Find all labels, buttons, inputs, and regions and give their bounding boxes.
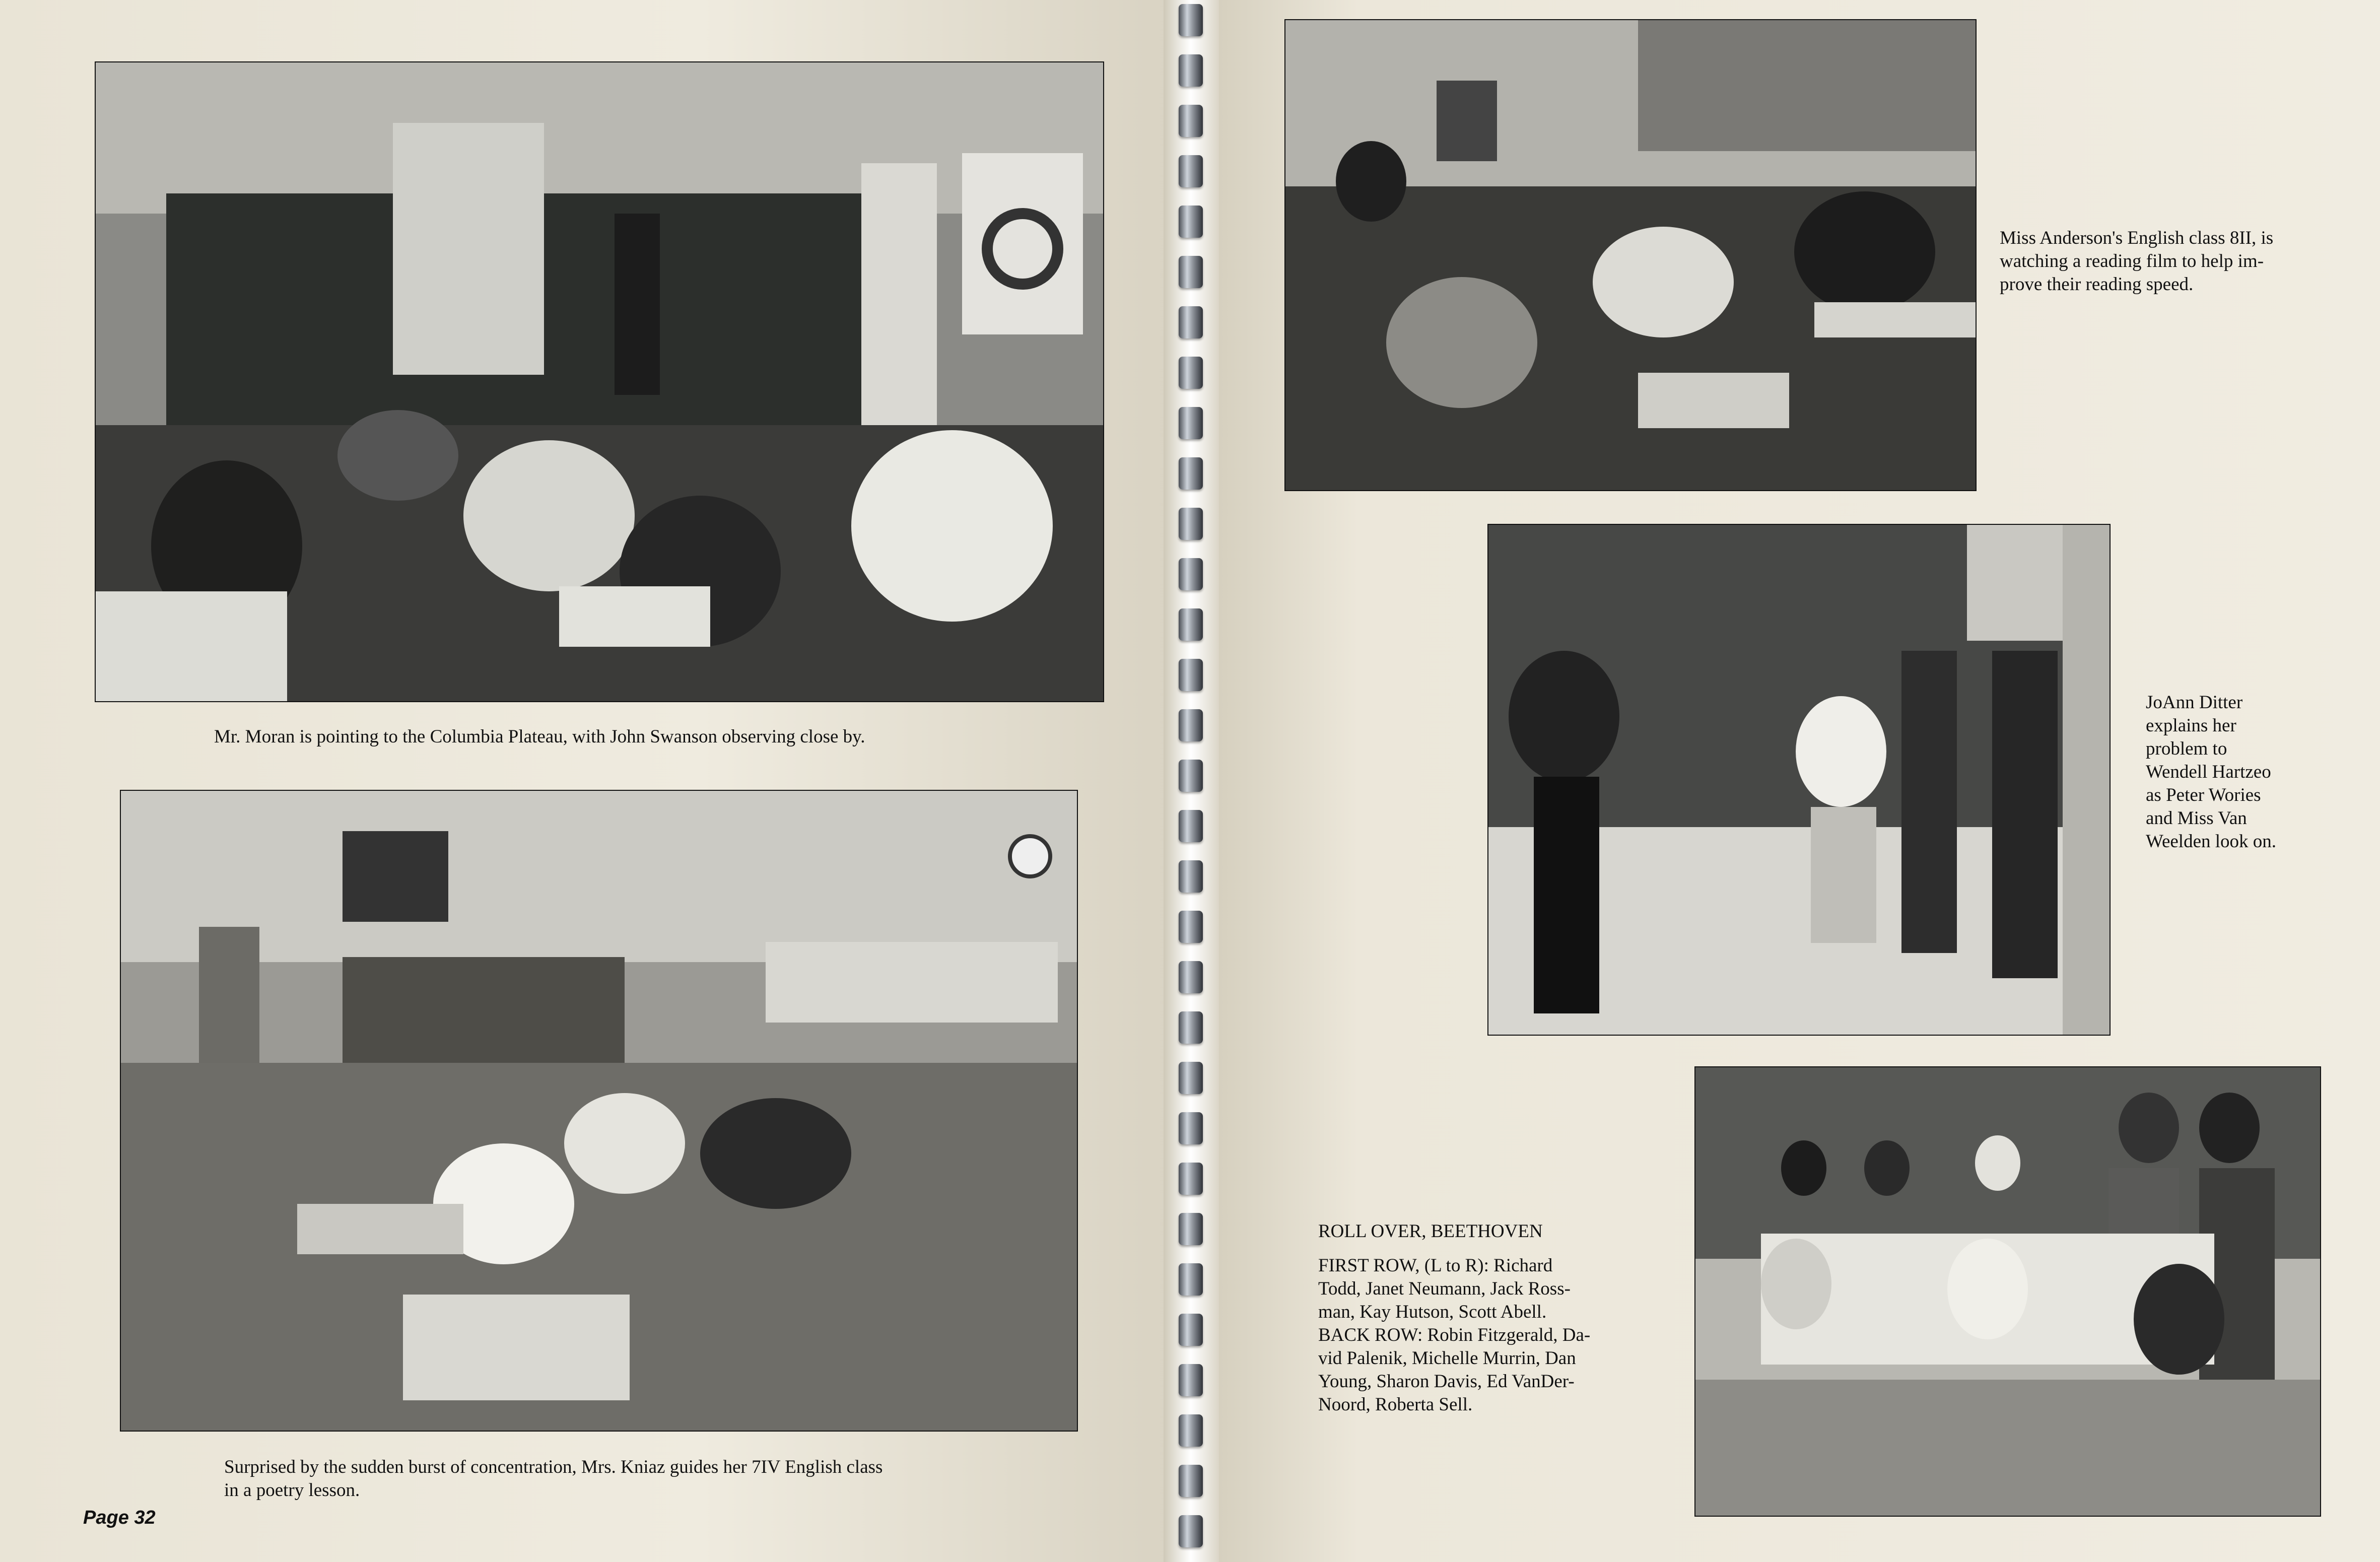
roll-names-line2: Todd, Janet Neumann, Jack Ross- <box>1318 1278 1571 1299</box>
caption-geography-class-text: Mr. Moran is pointing to the Columbia Plateau, with John Swanson observing close by. <box>214 726 865 747</box>
caption-math-board-line3: problem to <box>2146 738 2227 759</box>
photo-english-class-7iv <box>120 790 1078 1432</box>
spiral-coil <box>1179 1213 1203 1245</box>
spiral-coil <box>1179 357 1203 389</box>
spiral-coil <box>1179 155 1203 187</box>
photo-music-group-image <box>1695 1067 2320 1516</box>
photo-music-group <box>1694 1066 2321 1517</box>
photo-math-board <box>1487 524 2111 1036</box>
caption-roll-over-beethoven <box>1318 1220 1646 1416</box>
spiral-coil <box>1179 1011 1203 1044</box>
spiral-coil <box>1179 558 1203 590</box>
caption-reading-film-class <box>2000 227 2362 296</box>
roll-names-line3: man, Kay Hutson, Scott Abell. <box>1318 1302 1547 1322</box>
caption-math-board-line1: JoAnn Ditter <box>2146 692 2243 713</box>
spiral-coil <box>1179 1062 1203 1094</box>
roll-names-line7: Noord, Roberta Sell. <box>1318 1394 1473 1415</box>
spiral-coil <box>1179 4 1203 36</box>
caption-math-board-line7: Weelden look on. <box>2146 831 2277 852</box>
caption-english-class-7iv <box>224 1456 1055 1502</box>
left-page <box>0 0 1169 1562</box>
roll-names-line6: Young, Sharon Davis, Ed VanDer- <box>1318 1371 1575 1392</box>
photo-reading-film-class-image <box>1285 20 1976 490</box>
spiral-coil <box>1179 760 1203 792</box>
caption-english-class-7iv-line1: Surprised by the sudden burst of concentration, Mrs. Kniaz guides her 7IV English class <box>224 1457 883 1477</box>
spiral-coil <box>1179 1465 1203 1497</box>
photo-reading-film-class <box>1284 19 1977 491</box>
photo-math-board-image <box>1488 525 2110 1035</box>
photo-english-class-7iv-image <box>121 791 1077 1431</box>
roll-names-line1: FIRST ROW, (L to R): Richard <box>1318 1255 1553 1276</box>
spiral-coil <box>1179 709 1203 741</box>
caption-reading-film-line2: watching a reading film to help im- <box>2000 251 2264 271</box>
caption-math-board-line5: as Peter Wories <box>2146 785 2261 805</box>
caption-math-board-line6: and Miss Van <box>2146 808 2247 829</box>
spiral-coil <box>1179 961 1203 993</box>
caption-reading-film-line3: prove their reading speed. <box>2000 274 2194 295</box>
spiral-coil <box>1179 1364 1203 1396</box>
caption-reading-film-line1: Miss Anderson's English class 8II, is <box>2000 228 2274 248</box>
spiral-coil <box>1179 105 1203 137</box>
caption-english-class-7iv-line2: in a poetry lesson. <box>224 1480 360 1501</box>
roll-names-line5: vid Palenik, Michelle Murrin, Dan <box>1318 1348 1576 1369</box>
spiral-coil <box>1179 1414 1203 1447</box>
page-number: Page 32 <box>83 1507 156 1528</box>
caption-math-board-line4: Wendell Hartzeo <box>2146 762 2271 782</box>
spiral-coil <box>1179 810 1203 842</box>
spiral-coil <box>1179 206 1203 238</box>
spiral-coil <box>1179 1163 1203 1195</box>
spiral-coil <box>1179 608 1203 641</box>
spiral-coil <box>1179 1112 1203 1144</box>
roll-names-line4: BACK ROW: Robin Fitzgerald, Da- <box>1318 1325 1591 1345</box>
spiral-coil <box>1179 306 1203 338</box>
spiral-coil <box>1179 256 1203 288</box>
spiral-coil <box>1179 860 1203 893</box>
spiral-coil <box>1179 407 1203 439</box>
photo-geography-class-image <box>96 62 1103 701</box>
spiral-coil <box>1179 457 1203 490</box>
right-page <box>1219 0 2380 1562</box>
caption-math-board-line2: explains her <box>2146 715 2236 736</box>
spiral-coil <box>1179 1263 1203 1296</box>
spiral-coil <box>1179 1515 1203 1547</box>
spiral-coil <box>1179 659 1203 691</box>
spiral-coil <box>1179 54 1203 87</box>
spiral-coil <box>1179 1314 1203 1346</box>
roll-title: ROLL OVER, BEETHOVEN <box>1318 1221 1543 1242</box>
spiral-coil <box>1179 508 1203 540</box>
spiral-coil <box>1179 911 1203 943</box>
caption-geography-class <box>214 725 1070 749</box>
caption-math-board <box>2146 691 2312 853</box>
photo-geography-class <box>95 61 1104 702</box>
